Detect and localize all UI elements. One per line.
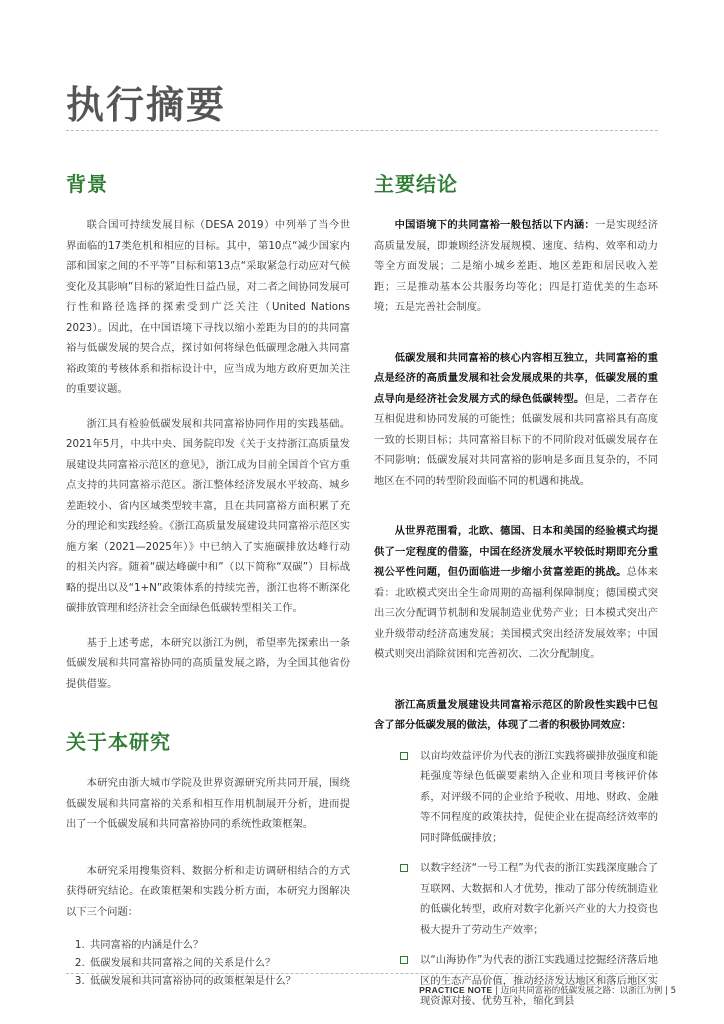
background-paragraph-3: 基于上述考虑，本研究以浙江为例，希望率先探索出一条低碳发展和共同富裕协同的高质量发展之路，为全国其他省份提供借鉴。 (66, 636, 350, 690)
footer-divider (66, 973, 658, 974)
square-bullet-icon (400, 752, 408, 760)
conclusion-2 (374, 348, 658, 492)
bullet-text: 以“山海协作”为代表的浙江实践通过挖掘经济落后地区的生态产品价值，推动经济发达地区和落后地区实现资源对接、优势互补，缩化到县 (420, 954, 658, 1007)
list-item: 1. 共同富裕的内涵是什么？ (88, 936, 350, 954)
list-item (374, 950, 658, 1012)
footer-separator: | (495, 986, 501, 996)
conclusion-3 (374, 521, 658, 665)
footer-title: 迈向共同富裕的低碳发展之路：以浙江为例 (500, 986, 663, 996)
about-paragraph-1: 本研究由浙大城市学院及世界资源研究所共同开展，围绕低碳发展和共同富裕的关系和相互作用机制展开分析，进而提出了一个低碳发展和共同富裕协同的系统性政策框架。 (66, 777, 350, 830)
conclusion-4 (374, 695, 658, 736)
conclusion-4-lead: 浙江高质量发展建设共同富裕示范区的阶段性实践中已包含了部分低碳发展的做法，体现了二者的积极协同效应： (374, 698, 658, 731)
background-paragraph-2: 浙江具有检验低碳发展和共同富裕协同作用的实践基础。2021年5月，中共中央、国务院印发《关于支持浙江高质量发展建设共同富裕示范区的意见》，浙江成为目前全国首个官方重点支持的共同富裕示范区。浙江整体经济发展水平较高、城乡差距较小、省内区域类型较丰富，且在共同富裕方面积累了充分的理论和实践经验。《浙江高质量发展建设共同富裕示范区实施方案（2021—2025年）》中已纳入了实施碳排放达峰行动的相关内容。随着“碳达峰碳中和”（以下简称“双碳”）目标战略的提出以及“1+N”政策体系的持续完善，浙江也将不断深化碳排放管理和经济社会全面绿色低碳转型相关工作。 (66, 417, 350, 614)
footer (419, 984, 676, 996)
conclusion-2-lead: 低碳发展和共同富裕的核心内容相互独立，共同富裕的重点是经济的高质量发展和社会发展成果的共享，低碳发展的重点导向是经济社会发展方式的绿色低碳转型。 (374, 351, 658, 405)
left-column (66, 168, 350, 990)
title-divider (66, 130, 658, 131)
conclusion-3-body: 总体来看：北欧模式突出全生命周期的高福利保障制度；德国模式突出三次分配调节机制和发展制造业优势产业；日本模式突出产业升级带动经济高速发展；美国模式突出经济发展效率；中国模式则突出消除贫困和完善初次、二次分配制度。 (374, 566, 659, 660)
list-item (374, 746, 658, 849)
background-paragraph-1: 联合国可持续发展目标（DESA 2019）中列举了当今世界面临的17类危机和相应的目标。其中，第10点“减少国家内部和国家之间的不平等”目标和第13点“采取紧急行动应对气候变化及其影响”目标的紧迫性日益凸显，对二者之间协同发展可行性和路径选择的探索受到广泛关注（United Nations 2023）。因此，在中国语境下寻找以缩小差距为目的的共同富裕与低碳发展的契合点，探讨如何将绿色低碳理念融入共同富裕政策的考核体系和指标设计中，应当成为地方政府更加关注的重要议题。 (66, 219, 350, 395)
about-paragraph-2: 本研究采用搜集资料、数据分析和走访调研相结合的方式获得研究结论。在政策框架和实践分析方面，本研究力图解决以下三个问题： (66, 864, 350, 918)
square-bullet-icon (400, 956, 408, 964)
conclusion-1-body: 一是实现经济高质量发展，即兼顾经济发展规模、速度、结构、效率和动力等全方面发展；二是缩小城乡差距、地区差距和居民收入差距；三是推动基本公共服务均等化；四是打造优美的生态环境；五是完善社会制度。 (374, 219, 659, 313)
list-item: 3. 低碳发展和共同富裕协同的政策框架是什么？ (88, 972, 350, 990)
page-number: 5 (670, 986, 676, 996)
list-item (374, 858, 658, 940)
about-heading: 关于本研究 (66, 730, 171, 754)
bullet-text: 以亩均效益评价为代表的浙江实践将碳排放强度和能耗强度等绿色低碳要素纳入企业和项目考核评价体系，对评级不同的企业给予税收、用地、财政、金融等不同程度的政策扶持，促使企业在提高经济效率的同时降低碳排放； (420, 749, 658, 844)
practice-bullet-list (374, 746, 658, 1012)
footer-brand: PRACTICE NOTE (419, 985, 493, 995)
research-questions-list (66, 936, 350, 990)
footer-separator: | (665, 986, 671, 996)
right-column (374, 168, 658, 1022)
list-item: 2. 低碳发展和共同富裕之间的关系是什么？ (88, 954, 350, 972)
conclusion-2-body: 但是，二者存在互相促进和协同发展的可能性；低碳发展和共同富裕具有高度一致的长期目标；共同富裕目标下的不同阶段对低碳发展存在不同影响；低碳发展对共同富裕的影响是多面且复杂的，不同地区在不同的转型阶段面临不同的机遇和挑战。 (374, 392, 659, 487)
page-title: 执行摘要 (66, 83, 227, 127)
square-bullet-icon (400, 864, 408, 872)
conclusion-3-lead: 从世界范围看，北欧、德国、日本和美国的经验模式均提供了一定程度的借鉴，中国在经济发展水平较低时期即充分重视公平性问题，但仍面临进一步缩小贫富差距的挑战。 (374, 525, 658, 578)
bullet-text: 以数字经济“一号工程”为代表的浙江实践深度融合了互联网、大数据和人才优势，推动了部分传统制造业的低碳化转型，政府对数字化新兴产业的大力投资也极大提升了劳动生产效率； (420, 862, 658, 936)
conclusion-1 (374, 215, 658, 318)
conclusions-heading: 主要结论 (374, 172, 458, 196)
background-heading: 背景 (66, 172, 108, 196)
conclusion-1-lead: 中国语境下的共同富裕一般包括以下内涵： (394, 219, 595, 231)
